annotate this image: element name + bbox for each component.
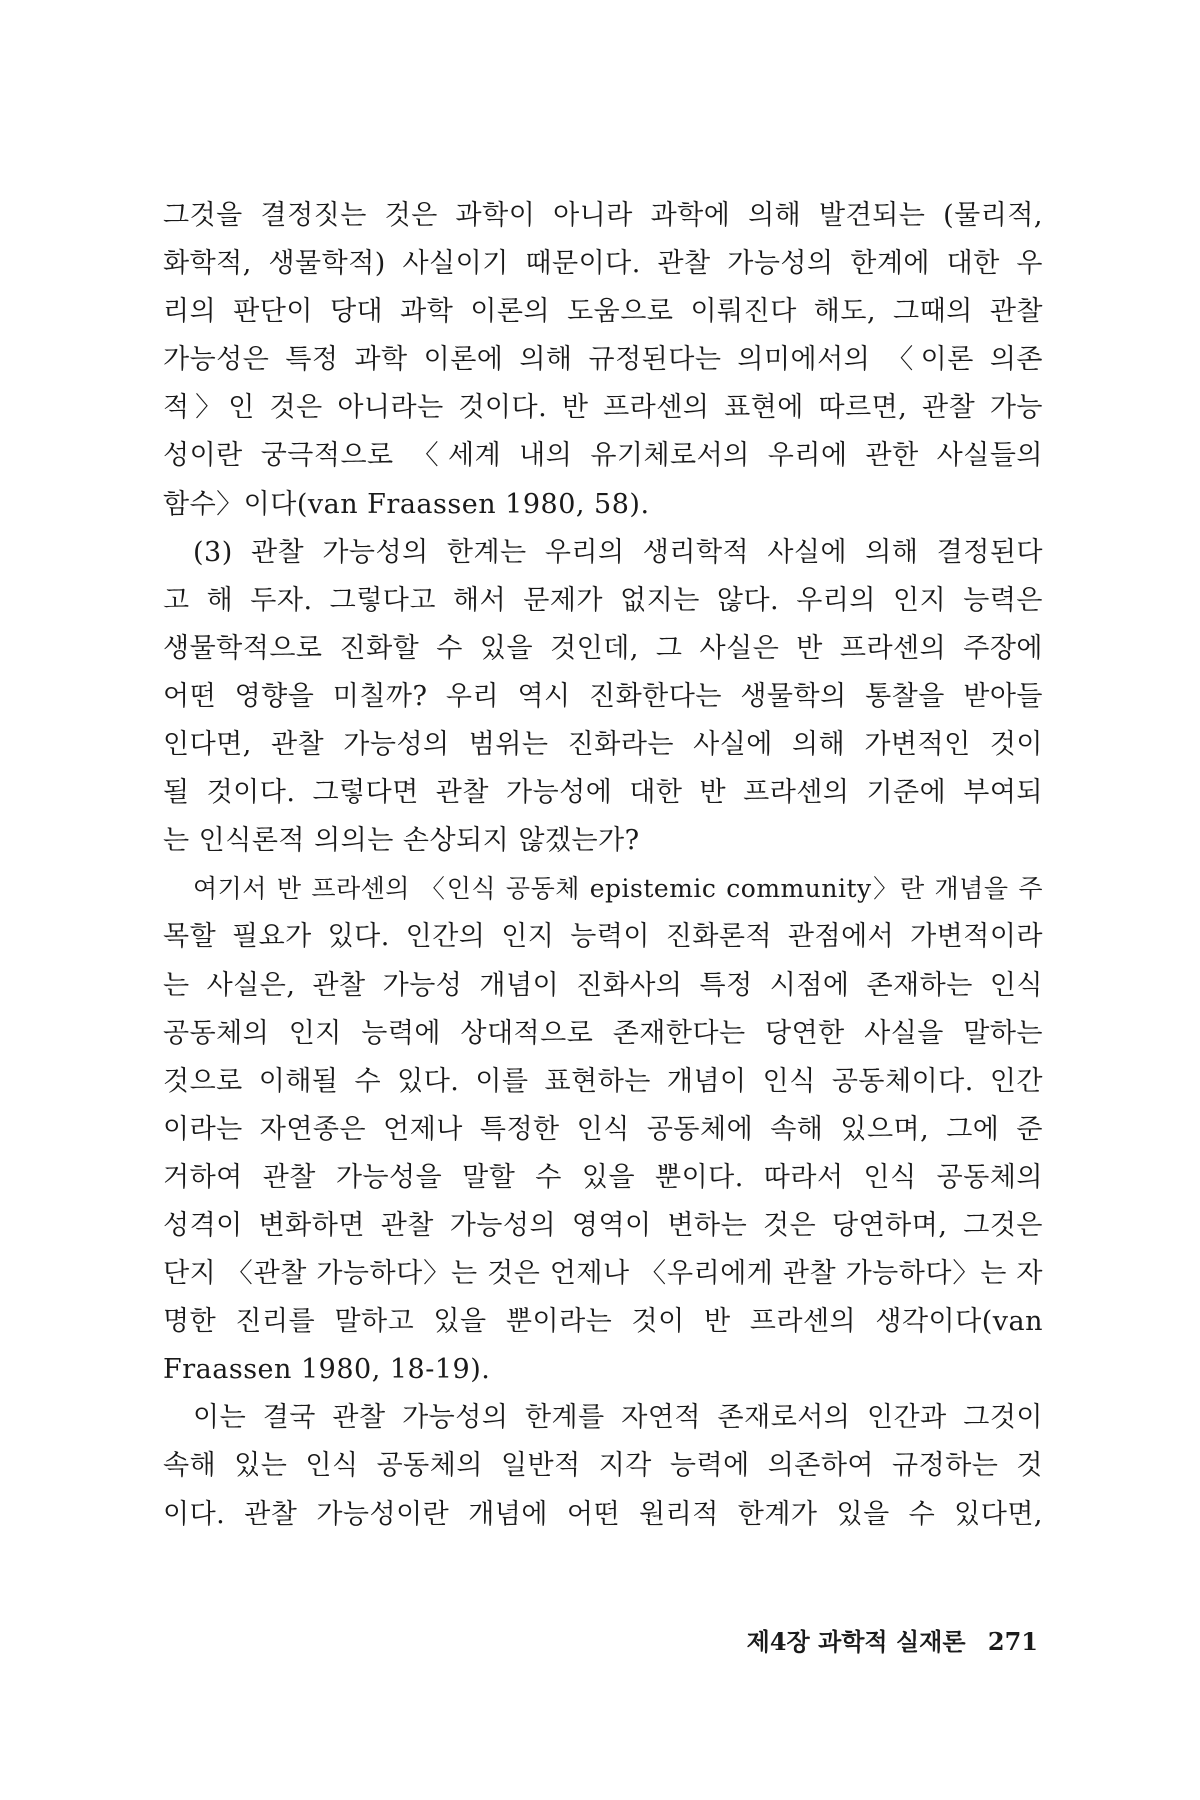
text-line: 거하여 관찰 가능성을 말할 수 있을 뿐이다. 따라서 인식 공동체의 xyxy=(163,1161,1043,1193)
text-line: 는 인식론적 의의는 손상되지 않겠는가? xyxy=(163,825,640,857)
text-line: 성격이 변화하면 관찰 가능성의 영역이 변하는 것은 당연하며, 그것은 xyxy=(163,1209,1043,1241)
text-line: 공동체의 인지 능력에 상대적으로 존재한다는 당연한 사실을 말하는 xyxy=(163,1017,1043,1049)
text-line: 명한 진리를 말하고 있을 뿐이라는 것이 반 프라센의 생각이다(van xyxy=(163,1306,1043,1338)
text-line: 적〉인 것은 아니라는 것이다. 반 프라센의 표현에 따르면, 관찰 가능 xyxy=(163,392,1043,424)
text-line: 리의 판단이 당대 과학 이론의 도움으로 이뤄진다 해도, 그때의 관찰 xyxy=(163,296,1043,328)
text-line: 어떤 영향을 미칠까? 우리 역시 진화한다는 생물학의 통찰을 받아들 xyxy=(163,680,1043,712)
text-line: 화학적, 생물학적) 사실이기 때문이다. 관찰 가능성의 한계에 대한 우 xyxy=(163,248,1043,280)
text-line: 성이란 궁극적으로 〈세계 내의 유기체로서의 우리에 관한 사실들의 xyxy=(163,440,1043,472)
text-line: 고 해 두자. 그렇다고 해서 문제가 없지는 않다. 우리의 인지 능력은 xyxy=(163,584,1043,616)
text-line: 이라는 자연종은 언제나 특정한 인식 공동체에 속해 있으며, 그에 준 xyxy=(163,1113,1043,1145)
text-line: 것으로 이해될 수 있다. 이를 표현하는 개념이 인식 공동체이다. 인간 xyxy=(163,1065,1043,1097)
text-line: 함수〉이다(van Fraassen 1980, 58). xyxy=(163,488,650,520)
text-line: (3) 관찰 가능성의 한계는 우리의 생리학적 사실에 의해 결정된다 xyxy=(193,536,1043,568)
text-line: 단지 〈관찰 가능하다〉는 것은 언제나 〈우리에게 관찰 가능하다〉는 자 xyxy=(163,1258,1043,1290)
text-line: 속해 있는 인식 공동체의 일반적 지각 능력에 의존하여 규정하는 것 xyxy=(163,1450,1043,1482)
page-number: 271 xyxy=(987,1627,1038,1656)
text-line: 가능성은 특정 과학 이론에 의해 규정된다는 의미에서의 〈이론 의존 xyxy=(163,344,1043,376)
text-line: 그것을 결정짓는 것은 과학이 아니라 과학에 의해 발견되는 (물리적, xyxy=(163,200,1043,231)
running-footer xyxy=(747,1622,1038,1657)
text-line: 여기서 반 프라센의 〈인식 공동체 epistemic community〉란 개념을 주 xyxy=(193,874,1043,904)
text-line: 이다. 관찰 가능성이란 개념에 어떤 원리적 한계가 있을 수 있다면, xyxy=(163,1498,1043,1530)
text-line: 는 사실은, 관찰 가능성 개념이 진화사의 특정 시점에 존재하는 인식 xyxy=(163,969,1043,1001)
text-line: 목할 필요가 있다. 인간의 인지 능력이 진화론적 관점에서 가변적이라 xyxy=(163,921,1043,953)
body-text xyxy=(163,192,1043,1539)
text-line: 이는 결국 관찰 가능성의 한계를 자연적 존재로서의 인간과 그것이 xyxy=(193,1402,1043,1434)
text-line: 생물학적으로 진화할 수 있을 것인데, 그 사실은 반 프라센의 주장에 xyxy=(163,632,1043,664)
text-line: 될 것이다. 그렇다면 관찰 가능성에 대한 반 프라센의 기준에 부여되 xyxy=(163,777,1043,809)
chapter-title: 제4장 과학적 실재론 xyxy=(746,1627,966,1656)
text-line: 인다면, 관찰 가능성의 범위는 진화라는 사실에 의해 가변적인 것이 xyxy=(163,729,1043,761)
text-line: Fraassen 1980, 18-19). xyxy=(163,1354,491,1386)
